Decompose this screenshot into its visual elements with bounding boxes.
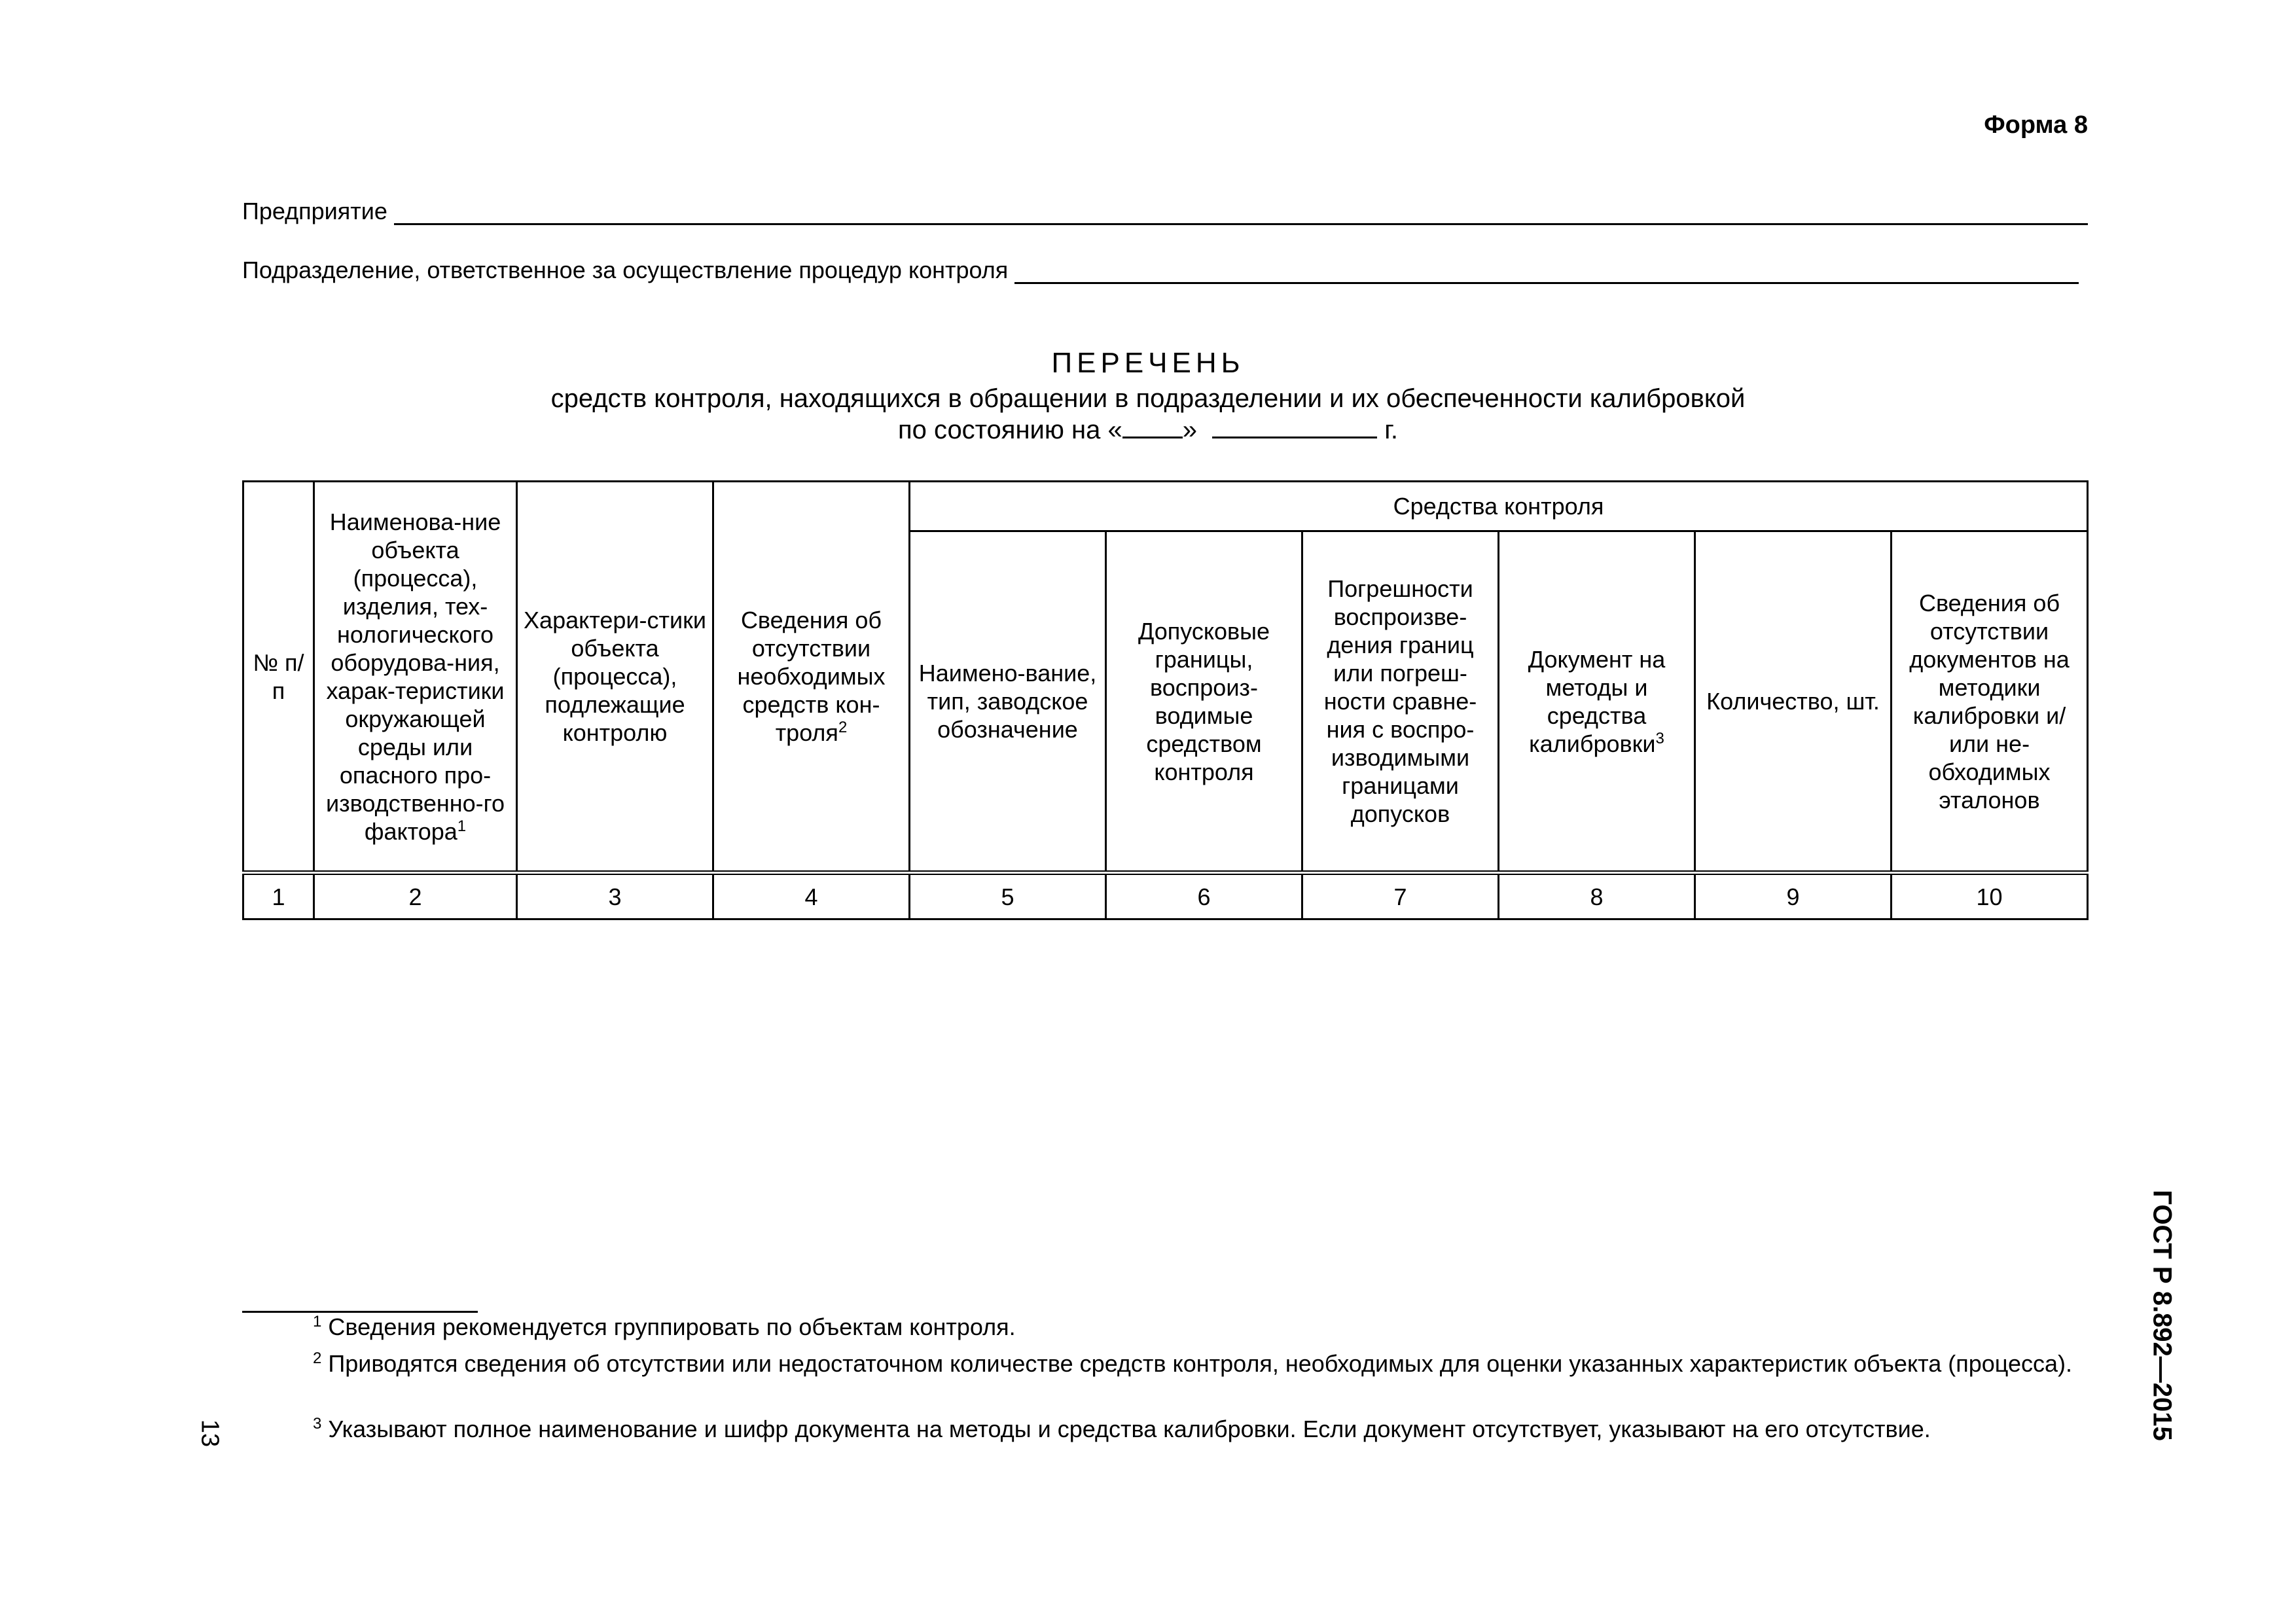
form-label: Форма 8 xyxy=(1984,111,2088,139)
footnote-1-text: Сведения рекомендуется группировать по объектам контроля. xyxy=(328,1313,1016,1340)
division-label: Подразделение, ответственное за осуществление процедур контроля xyxy=(242,257,1009,283)
date-mid: » xyxy=(1182,416,1197,444)
footnote-mark-1: 1 xyxy=(457,817,467,835)
column-number: 4 xyxy=(713,873,910,919)
standard-code xyxy=(2119,1178,2204,1453)
enterprise-blank-line[interactable] xyxy=(394,204,2088,225)
division-field-row xyxy=(242,257,2079,284)
footnote-3-text: Указывают полное наименование и шифр документа на методы и средства калибровки. Если документ отсутствует, указывают на его отсутствие. xyxy=(328,1416,1931,1442)
column-header-2-text: Наименова-ние объекта (процесса), изделия, тех-нологического оборудова-ния, харак-теристики окружающей среды или опасного про-изводственно-го фактора xyxy=(326,508,505,845)
footnote-mark-2: 2 xyxy=(838,719,848,736)
column-number: 9 xyxy=(1695,873,1892,919)
division-blank-line[interactable] xyxy=(1014,262,2079,284)
footnote-3 xyxy=(242,1415,2087,1444)
standard-code-text: ГОСТ Р 8.892—2015 xyxy=(2147,1190,2177,1441)
column-header-8-text: Документ на методы и средства калибровки xyxy=(1528,645,1666,757)
column-number: 10 xyxy=(1892,873,2088,919)
column-header-10: Сведения об отсутствии документов на методики калибровки и/или не-обходимых эталонов xyxy=(1892,531,2088,873)
column-number: 1 xyxy=(243,873,314,919)
column-number: 2 xyxy=(314,873,517,919)
column-header-5: Наимено-вание, тип, заводское обозначение xyxy=(910,531,1106,873)
column-header-6: Допусковые границы, воспроиз-водимые средством контроля xyxy=(1106,531,1302,873)
footnote-2 xyxy=(242,1349,2087,1378)
column-number: 8 xyxy=(1499,873,1695,919)
page-number-text: 13 xyxy=(196,1419,224,1448)
column-header-1: № п/п xyxy=(243,482,314,873)
column-header-8 xyxy=(1499,531,1695,873)
page-number xyxy=(190,1407,229,1459)
enterprise-label: Предприятие xyxy=(242,198,387,224)
subtitle-line-2 xyxy=(0,414,2296,446)
footnote-mark-3: 3 xyxy=(1655,729,1664,747)
column-number: 7 xyxy=(1302,873,1499,919)
column-header-3: Характери-стики объекта (процесса), подлежащие контролю xyxy=(517,482,713,873)
column-number: 3 xyxy=(517,873,713,919)
footnote-2-text: Приводятся сведения об отсутствии или недостаточном количестве средств контроля, необходимых для оценки указанных характеристик объекта (процесса). xyxy=(328,1350,2072,1377)
column-header-7: Погрешности воспроизве-дения границ или погреш-ности сравне-ния с воспро-изводимыми границами допусков xyxy=(1302,531,1499,873)
column-number: 5 xyxy=(910,873,1106,919)
footnote-1 xyxy=(242,1313,2087,1342)
group-header-control-means: Средства контроля xyxy=(910,482,2088,531)
column-header-9: Количество, шт. xyxy=(1695,531,1892,873)
day-blank[interactable] xyxy=(1122,414,1183,438)
date-suffix: г. xyxy=(1384,416,1399,444)
footnote-3-mark: 3 xyxy=(313,1415,322,1433)
subtitle-line-1: средств контроля, находящихся в обращении в подразделении и их обеспеченности калибровкой xyxy=(550,384,1746,413)
enterprise-field-row xyxy=(242,198,2088,225)
column-number: 6 xyxy=(1106,873,1302,919)
control-means-table xyxy=(242,480,2089,920)
column-header-4 xyxy=(713,482,910,873)
document-heading: ПЕРЕЧЕНЬ xyxy=(1051,347,1245,379)
column-header-2 xyxy=(314,482,517,873)
document-subtitle xyxy=(0,383,2296,446)
date-prefix: по состоянию на « xyxy=(897,416,1122,444)
month-year-blank[interactable] xyxy=(1212,414,1377,438)
footnote-2-mark: 2 xyxy=(313,1349,322,1367)
footnote-1-mark: 1 xyxy=(313,1313,322,1330)
column-header-4-text: Сведения об отсутствии необходимых средств кон-троля xyxy=(737,607,886,746)
